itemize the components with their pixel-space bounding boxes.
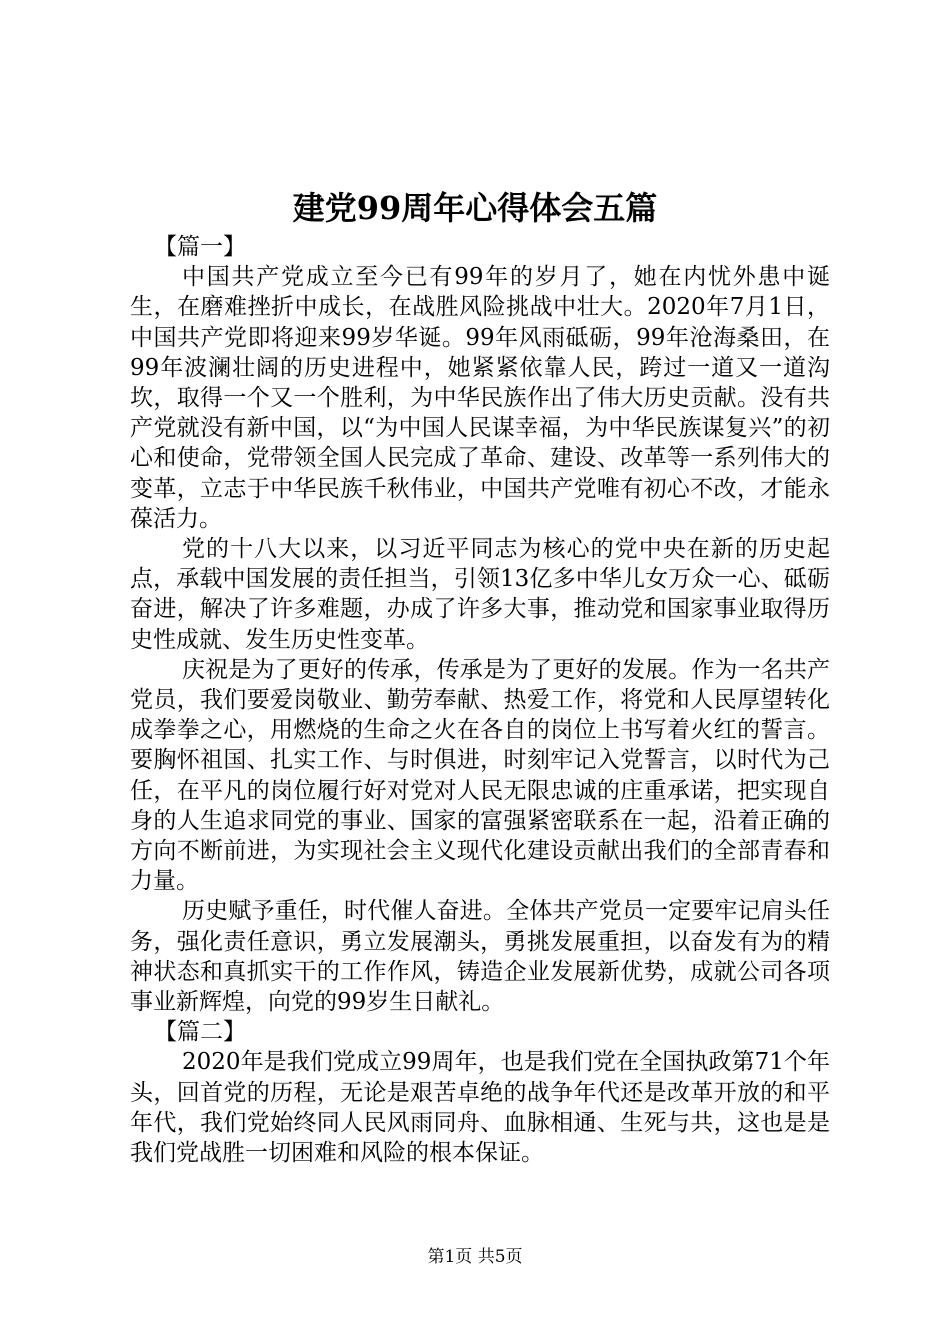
paragraph: 中国共产党成立至今已有99年的岁月了，她在内忧外患中诞生，在磨难挫折中成长，在战胜风险挑战中壮大。2020年7月1日，中国共产党即将迎来99岁华诞。99年风雨砥砺，99年沧海桑田，在99年波澜壮阔的历史进程中，她紧紧依靠人民，跨过一道又一道沟坎，取得一个又一个胜利，为中华民族作出了伟大历史贡献。没有共产党就没有新中国，以“为中国人民谋幸福，为中华民族谋复兴”的初心和使命，党带领全国人民完成了革命、建设、改革等一系列伟大的变革，立志于中华民族千秋伟业，中国共产党唯有初心不改，才能永葆活力。 (130, 264, 830, 532)
paragraph: 庆祝是为了更好的传承，传承是为了更好的发展。作为一名共产党员，我们要爱岗敬业、勤劳奉献、热爱工作，将党和人民厚望转化成拳拳之心，用燃烧的生命之火在各自的岗位上书写着火红的誓言。要胸怀祖国、扎实工作、与时俱进，时刻牢记入党誓言，以时代为己任，在平凡的岗位履行好对党对人民无限忠诚的庄重承诺，把实现自身的人生追求同党的事业、国家的富强紧密联系在一起，沿着正确的方向不断前进，为实现社会主义现代化建设贡献出我们的全部青春和力量。 (130, 656, 830, 895)
section-heading: 【篇二】 (154, 1019, 246, 1046)
document-body (130, 232, 830, 1168)
paragraph: 党的十八大以来，以习近平同志为核心的党中央在新的历史起点，承载中国发展的责任担当，引领13亿多中华儿女万众一心、砥砺奋进，解决了许多难题，办成了许多大事，推动党和国家事业取得历史性成就、发生历史性变革。 (130, 536, 830, 653)
paragraph: 历史赋予重任，时代催人奋进。全体共产党员一定要牢记肩头任务，强化责任意识，勇立发展潮头，勇挑发展重担，以奋发有为的精神状态和真抓实干的工作作风，铸造企业发展新优势，成就公司各项事业新辉煌，向党的99岁生日献礼。 (130, 898, 830, 1016)
section-heading: 【篇一】 (154, 234, 246, 260)
page-footer: 第1页 共5页 (427, 1247, 523, 1267)
paragraph: 2020年是我们党成立99周年，也是我们党在全国执政第71个年头，回首党的历程，无论是艰苦卓绝的战争年代还是改革开放的和平年代，我们党始终同人民风雨同舟、血脉相通、生死与共，这也是是我们党战胜一切困难和风险的根本保证。 (130, 1049, 830, 1167)
document-title: 建党99周年心得体会五篇 (292, 189, 658, 227)
